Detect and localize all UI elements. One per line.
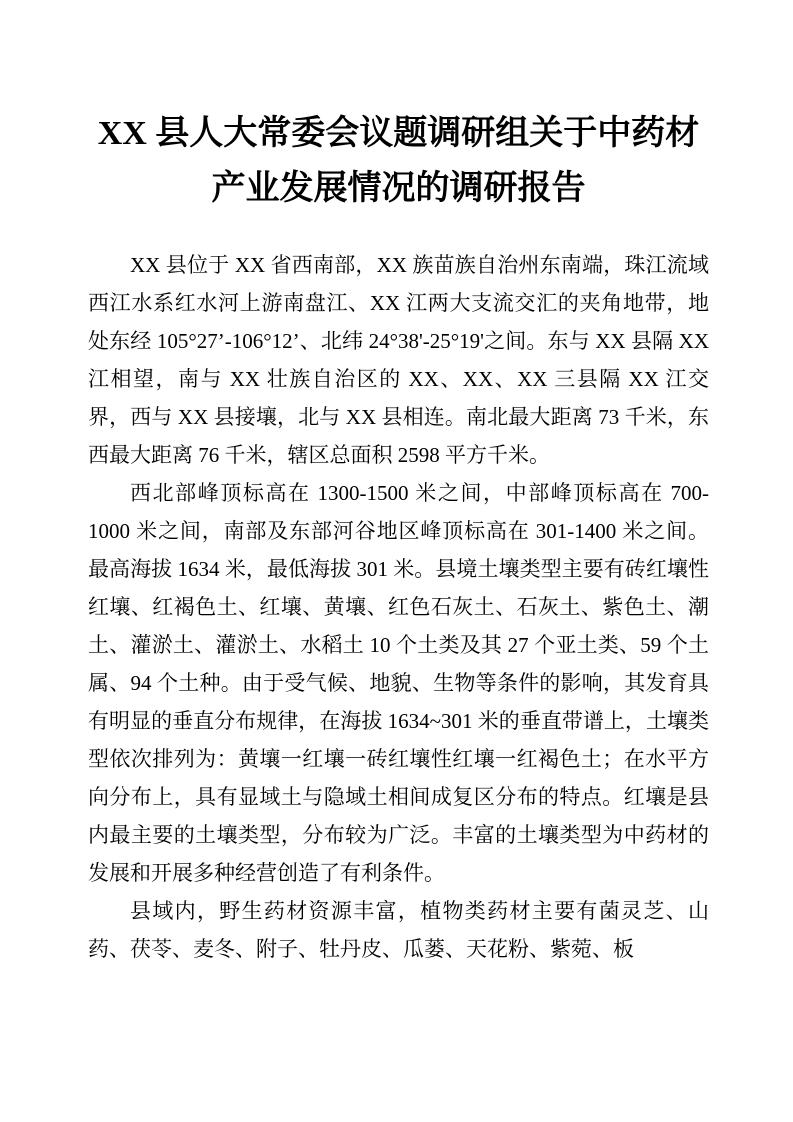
document-title: XX 县人大常委会议题调研组关于中药材产业发展情况的调研报告 xyxy=(97,115,700,208)
document-body xyxy=(88,246,709,968)
paragraph-wild-herbs: 县域内，野生药材资源丰富，植物类药材主要有菌灵芝、山药、茯苓、麦冬、附子、牡丹皮、瓜蒌、天花粉、紫菀、板 xyxy=(88,899,709,962)
paragraph-location-overview: XX 县位于 XX 省西南部，XX 族苗族自治州东南端，珠江流域西江水系红水河上游南盘江、XX 江两大支流交汇的夹角地带，地处东经 105°27’-106°12’、北纬 24°38'-25°19'之间。东与 XX 县隔 XX 江相望，南与 XX 壮族自治区的 XX、XX、XX 三县隔 XX 江交界，西与 XX 县接壤，北与 XX 县相连。南北最大距离 73 千米，东西最大距离 76 千米，辖区总面积 2598 平方千米。 xyxy=(88,253,709,468)
paragraph-terrain-soil: 西北部峰顶标高在 1300-1500 米之间，中部峰顶标高在 700-1000 米之间，南部及东部河谷地区峰顶标高在 301-1400 米之间。最高海拔 1634 米，最低海拔 301 米。县境土壤类型主要有砖红壤性红壤、红褐色土、红壤、黄壤、红色石灰土、石灰土、紫色土、潮土、灌淤土、灌淤土、水稻土 10 个土类及其 27 个亚土类、59 个土属、94 个土种。由于受气候、地貌、生物等条件的影响，其发育具有明显的垂直分布规律，在海拔 1634~301 米的垂直带谱上，土壤类型依次排列为：黄壤一红壤一砖红壤性红壤一红褐色土；在水平方向分布上，具有显域土与隐域土相间成复区分布的特点。红壤是县内最主要的土壤类型，分布较为广泛。丰富的土壤类型为中药材的发展和开展多种经营创造了有利条件。 xyxy=(88,481,709,886)
